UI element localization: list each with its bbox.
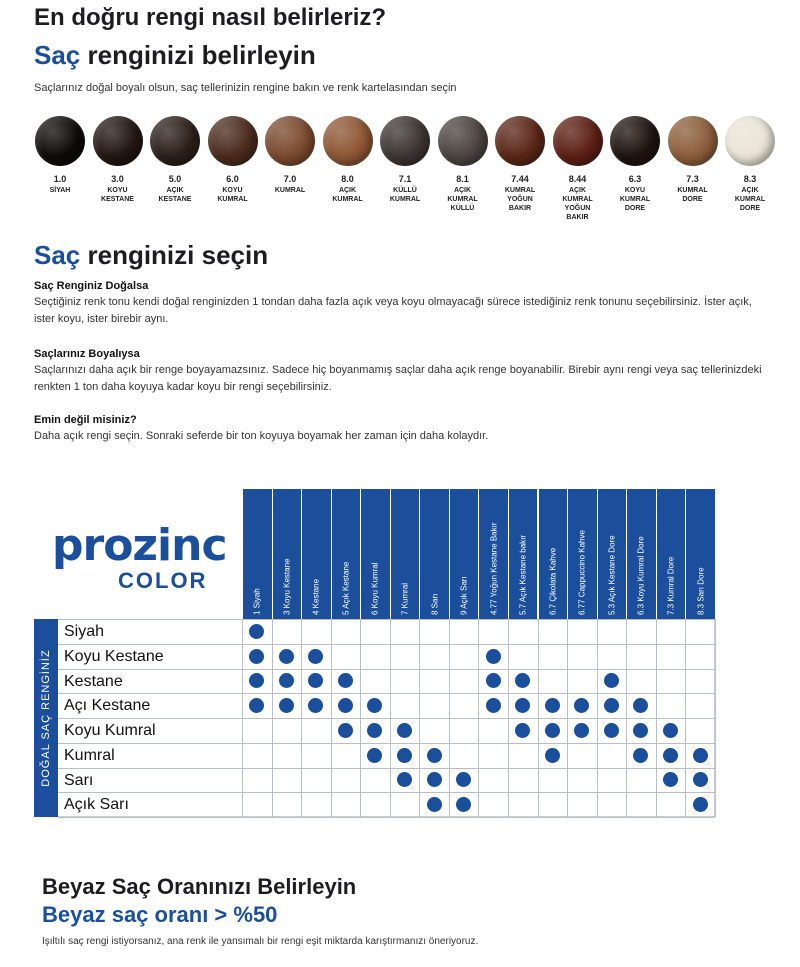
row-label: Koyu Kumral: [64, 722, 156, 739]
swatch-item: [490, 116, 550, 213]
swatch-item: [433, 116, 493, 213]
section-unsure-title: Emin değil misiniz?: [34, 414, 137, 426]
compatibility-dot: [486, 673, 501, 688]
grid-hline: [58, 669, 715, 670]
compatibility-dot: [604, 723, 619, 738]
grid-hline: [58, 644, 715, 645]
column-header-label: 6.77 Cappuccino Kahve: [577, 530, 587, 615]
column-header: [390, 489, 420, 619]
swatch-code: 8.44: [568, 174, 587, 184]
row-label: Koyu Kestane: [64, 647, 164, 665]
swatch-item: [605, 116, 665, 213]
swatch-item: [318, 116, 378, 204]
column-header-label: 8.3 Sarı Dore: [696, 567, 706, 615]
swatch-name: AÇIK KESTANE: [158, 187, 192, 203]
brand-logo-sub: COLOR: [118, 568, 208, 593]
swatch-item: [260, 116, 320, 195]
swatch-code: 1.0: [53, 174, 67, 184]
column-header-label: 3 Koyu Kestane: [282, 558, 292, 615]
column-header-label: 8 Sarı: [430, 593, 440, 615]
compatibility-dot: [515, 723, 530, 738]
column-header: [685, 489, 715, 619]
title-rest-part: renginizi belirleyin: [80, 40, 316, 70]
swatch-name: KOYU KESTANE: [101, 187, 134, 203]
grid-hline: [58, 693, 715, 694]
swatch-item: [720, 116, 780, 213]
section-dyed-text: Saçlarınızı daha açık bir renge boyayamazsınız. Sadece hiç boyanmamış saçlar daha açık renge boyanabilir. Birebir aynı rengi veya saç tellerinizdeki renkten 1 ton daha koyuya kadar koyu bir rengi seçebilirsiniz.: [34, 364, 762, 393]
column-header: [538, 489, 568, 619]
column-header: [419, 489, 449, 619]
compatibility-dot: [338, 698, 353, 713]
column-header: [567, 489, 597, 619]
compatibility-dot: [397, 723, 412, 738]
page-title: En doğru rengi nasıl belirleriz?: [34, 4, 387, 31]
title-blue-part: Saç: [34, 240, 81, 270]
row-label: Açı Kestane: [64, 697, 151, 715]
compatibility-dot: [545, 748, 560, 763]
compatibility-dot: [427, 748, 442, 763]
section-natural-title: Saç Renginiz Doğalsa: [34, 280, 149, 292]
hair-swatch-image: [323, 116, 373, 166]
column-header: [331, 489, 361, 619]
row-label: Sarı: [64, 771, 94, 789]
compatibility-dot: [397, 748, 412, 763]
grid-hline: [58, 743, 715, 744]
hair-swatch-image: [93, 116, 143, 166]
section-title-determine: [34, 40, 316, 71]
swatch-name: KUMRAL DORE: [677, 187, 708, 203]
grid-hline: [58, 817, 715, 818]
row-label: Kumral: [64, 746, 115, 764]
compatibility-dot: [663, 748, 678, 763]
column-header-label: 6.3 Koyu Kumral Dore: [636, 536, 646, 615]
swatch-item: [88, 116, 148, 204]
column-header-label: 6.7 Çikolata Kahve: [548, 547, 558, 615]
swatch-code: 7.0: [283, 174, 297, 184]
column-header-label: 7.3 Kumral Dore: [666, 556, 676, 615]
swatch-code: 7.1: [398, 174, 412, 184]
column-header-label: 6 Koyu Kumral: [370, 562, 380, 615]
white-hair-title: Beyaz Saç Oranınızı Belirleyin: [42, 874, 357, 899]
hair-swatch-image: [610, 116, 660, 166]
swatch-item: [203, 116, 263, 204]
compatibility-dot: [308, 649, 323, 664]
column-header: [242, 489, 272, 619]
compatibility-dot: [693, 772, 708, 787]
section-unsure-text: Daha açık rengi seçin. Sonraki seferde bir ton koyuya boyamak her zaman için daha kolaydır.: [34, 430, 489, 442]
column-header: [272, 489, 302, 619]
compatibility-dot: [249, 649, 264, 664]
intro-text: Saçlarınız doğal boyalı olsun, saç tellerinizin rengine bakın ve renk kartelasından seçin: [34, 82, 457, 94]
column-header-label: 9 Açık Sarı: [459, 576, 469, 615]
column-header: [360, 489, 390, 619]
compatibility-dot: [693, 748, 708, 763]
hair-swatch-image: [668, 116, 718, 166]
column-header: [449, 489, 479, 619]
hair-swatch-image: [35, 116, 85, 166]
swatch-code: 6.0: [226, 174, 239, 184]
swatch-code: 6.3: [628, 174, 642, 184]
grid-hline: [58, 768, 715, 769]
column-header-label: 1 Siyah: [252, 588, 262, 615]
column-header: [626, 489, 656, 619]
hair-swatch-image: [495, 116, 545, 166]
column-header-label: 4.77 Yoğun Kestane Bakır: [489, 522, 499, 615]
compatibility-dot: [545, 723, 560, 738]
swatch-name: AÇIK KUMRAL DORE: [734, 187, 766, 212]
swatch-name: AÇIK KUMRAL KÜLLÜ: [447, 187, 478, 212]
hair-swatch-image: [208, 116, 258, 166]
column-header: [597, 489, 627, 619]
hair-swatch-image: [150, 116, 200, 166]
swatch-code: 8.1: [456, 174, 469, 184]
swatch-code: 8.0: [341, 174, 354, 184]
section-title-select: [34, 240, 268, 271]
column-header-label: 5.3 Açık Kestane Dore: [607, 535, 617, 615]
compatibility-dot: [279, 649, 294, 664]
swatch-item: [663, 116, 723, 204]
column-header: [478, 489, 508, 619]
compatibility-dot: [693, 797, 708, 812]
swatch-name: KOYU KUMRAL: [217, 187, 248, 203]
swatch-code: 3.0: [111, 174, 124, 184]
compatibility-dot: [427, 797, 442, 812]
swatch-item: [548, 116, 608, 222]
title-rest-part: renginizi seçin: [80, 240, 269, 270]
hair-swatch-image: [725, 116, 775, 166]
column-header: [301, 489, 331, 619]
column-header-label: 4 Kestane: [311, 578, 321, 615]
row-label: Siyah: [64, 623, 105, 640]
compatibility-dot: [338, 723, 353, 738]
swatch-name: AÇIK KUMRAL YOĞUN BAKIR: [562, 187, 593, 221]
swatch-name: KOYU KUMRAL DORE: [619, 187, 651, 212]
column-header: [656, 489, 686, 619]
row-label: Açık Sarı: [64, 796, 129, 814]
column-header-label: 5.7 Açık Kestane bakır: [518, 534, 528, 615]
swatch-name: SİYAH: [49, 187, 71, 194]
hair-swatch-image: [438, 116, 488, 166]
hair-swatch-image: [265, 116, 315, 166]
grid-hline: [58, 792, 715, 793]
compatibility-dot: [427, 772, 442, 787]
compatibility-dot: [604, 698, 619, 713]
swatch-item: [145, 116, 205, 204]
compatibility-dot: [663, 723, 678, 738]
swatch-code: 7.44: [511, 174, 529, 184]
swatch-name: KÜLLÜ KUMRAL: [389, 187, 421, 203]
hair-swatch-image: [380, 116, 430, 166]
swatch-name: KUMRAL YOĞUN BAKIR: [504, 187, 536, 212]
side-label-text: DOĞAL SAÇ RENGİNİZ: [40, 649, 52, 787]
row-label: Kestane: [64, 672, 123, 690]
compatibility-dot: [545, 698, 560, 713]
swatch-item: [30, 116, 90, 195]
column-header-label: 5 Açık Kestane: [341, 561, 351, 615]
column-header: [508, 489, 538, 619]
white-hair-text: Işıltılı saç rengi istiyorsanız, ana renk ile yansımalı bir rengi eşit miktarda karıştırmanızı öneriyoruz.: [42, 936, 479, 947]
white-hair-ratio: Beyaz saç oranı > %50: [42, 902, 278, 927]
brand-logo: prozinc: [52, 520, 227, 571]
section-natural-text: Seçtiğiniz renk tonu kendi doğal renginizden 1 tondan daha fazla açık veya koyu olmayacağı sürece istediğiniz renk tonunu seçebilirsiniz. İster açık, ister koyu, ister birebir aynı.: [34, 296, 752, 325]
swatch-code: 8.3: [743, 174, 757, 184]
section-dyed-title: Saçlarınız Boyalıysa: [34, 348, 140, 360]
grid-hline: [58, 718, 715, 719]
compatibility-dot: [279, 698, 294, 713]
title-blue-part: Saç: [34, 40, 81, 70]
compatibility-dot: [486, 649, 501, 664]
compatibility-dot: [486, 698, 501, 713]
column-header-label: 7 Kumral: [400, 582, 410, 615]
compatibility-dot: [633, 748, 648, 763]
swatch-item: [375, 116, 435, 204]
grid-hline: [58, 619, 715, 620]
swatch-code: 7.3: [686, 174, 699, 184]
swatch-name: KUMRAL: [274, 187, 306, 194]
swatch-name: AÇIK KUMRAL: [332, 187, 363, 203]
hair-swatch-image: [553, 116, 603, 166]
swatch-code: 5.0: [168, 174, 182, 184]
